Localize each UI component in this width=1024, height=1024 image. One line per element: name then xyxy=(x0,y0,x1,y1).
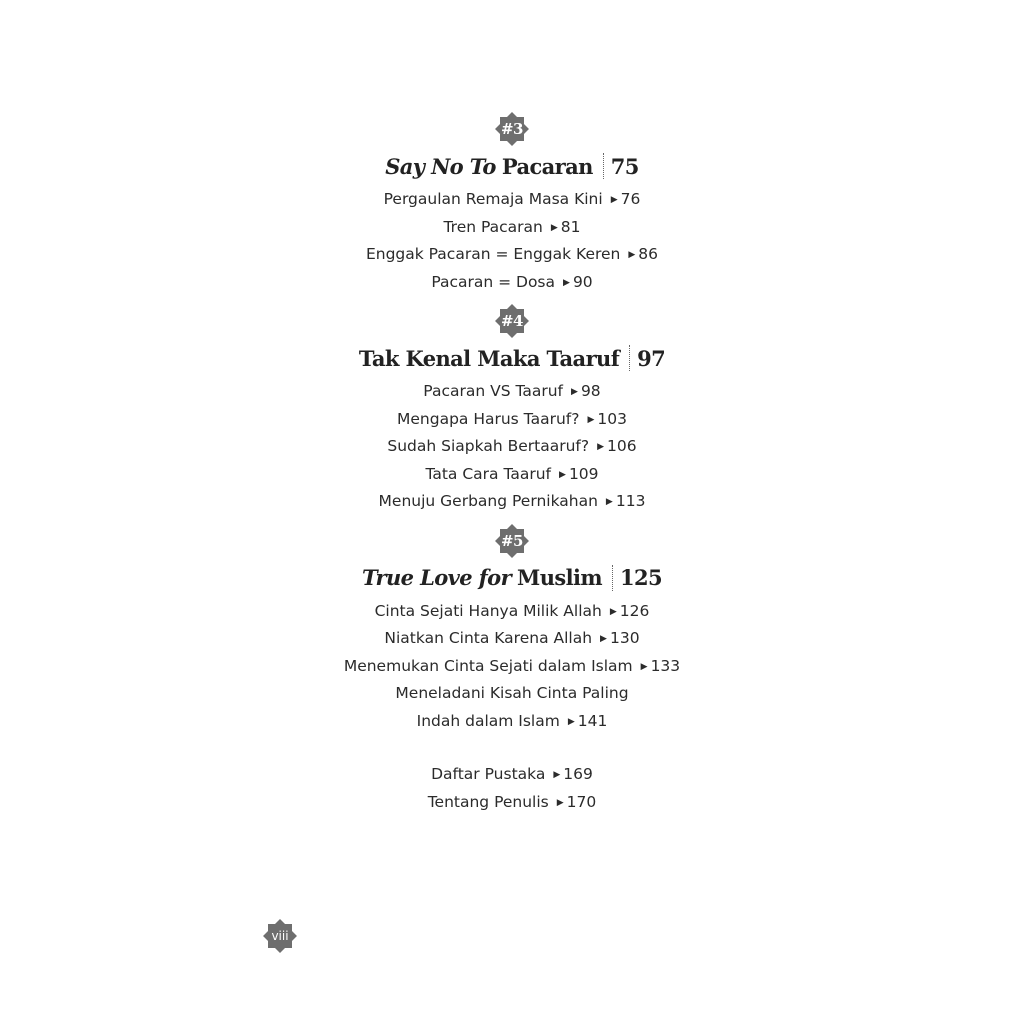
entry-title: Menemukan Cinta Sejati dalam Islam xyxy=(343,656,633,675)
chapter-title-text: Muslim xyxy=(517,565,602,590)
entry-page: 169 xyxy=(563,765,593,783)
toc-entry[interactable] xyxy=(366,214,658,242)
chapter-entries xyxy=(366,186,658,296)
entry-page: 98 xyxy=(580,382,601,400)
entry-title: Niatkan Cinta Karena Allah xyxy=(384,629,593,647)
chapter-5 xyxy=(0,522,1024,736)
triangle-right-icon: ▶ xyxy=(553,770,561,780)
triangle-right-icon: ▶ xyxy=(605,497,613,507)
triangle-right-icon: ▶ xyxy=(640,661,648,672)
triangle-right-icon: ▶ xyxy=(571,387,578,397)
entry-page: 141 xyxy=(577,711,608,730)
entry-title: Menuju Gerbang Pernikahan xyxy=(378,492,598,510)
entry-title: Cinta Sejati Hanya Milik Allah xyxy=(374,601,602,620)
triangle-right-icon: ▶ xyxy=(610,195,618,205)
triangle-right-icon: ▶ xyxy=(559,469,566,480)
toc-entry[interactable] xyxy=(344,653,680,681)
toc-entry[interactable] xyxy=(379,488,646,516)
entry-page: 126 xyxy=(619,601,650,620)
chapter-number: #4 xyxy=(500,312,523,330)
entry-page: 109 xyxy=(568,464,599,483)
chapter-title xyxy=(385,150,639,182)
toc-entry[interactable] xyxy=(344,680,680,708)
triangle-right-icon: ▶ xyxy=(550,222,558,233)
chapter-page-number: 75 xyxy=(610,153,639,179)
toc-entry[interactable] xyxy=(366,269,658,297)
entry-page: 90 xyxy=(572,272,593,291)
entry-page: 103 xyxy=(597,409,627,428)
entry-title: Indah dalam Islam xyxy=(416,711,560,730)
chapter-title-italic: Say No To xyxy=(385,153,496,179)
chapter-3 xyxy=(0,110,1024,296)
chapter-page-number: 125 xyxy=(619,565,663,590)
toc-entry[interactable] xyxy=(379,406,646,434)
toc-entry[interactable] xyxy=(344,625,680,653)
entry-page: 170 xyxy=(566,792,597,811)
entry-title: Sudah Siapkah Bertaaruf? xyxy=(387,437,590,455)
chapter-badge xyxy=(493,522,531,560)
toc-entry[interactable] xyxy=(379,461,646,489)
chapter-title-text: Pacaran xyxy=(501,153,593,179)
triangle-right-icon: ▶ xyxy=(567,716,575,727)
chapter-title xyxy=(359,342,665,374)
toc-entry[interactable] xyxy=(366,186,658,214)
entry-page: 106 xyxy=(607,437,637,455)
chapter-number: #5 xyxy=(500,531,523,550)
chapter-title-italic: True Love for xyxy=(361,565,512,590)
entry-title: Tentang Penulis xyxy=(427,792,549,811)
triangle-right-icon: ▶ xyxy=(587,414,595,425)
triangle-right-icon: ▶ xyxy=(600,634,607,644)
chapter-4 xyxy=(0,302,1024,516)
entry-page: 130 xyxy=(609,629,640,647)
page-number-badge xyxy=(261,917,299,955)
toc-entry[interactable] xyxy=(379,433,646,461)
entry-title: Tata Cara Taaruf xyxy=(425,464,552,483)
entry-title: Meneladani Kisah Cinta Paling xyxy=(395,684,629,702)
entry-title: Pacaran = Dosa xyxy=(431,272,556,291)
entry-page: 76 xyxy=(620,190,641,208)
toc-entry[interactable] xyxy=(379,378,646,406)
chapter-entries xyxy=(344,598,680,736)
toc-entry[interactable] xyxy=(344,598,680,626)
page-divider xyxy=(603,153,604,179)
triangle-right-icon: ▶ xyxy=(609,606,617,617)
toc-entry[interactable] xyxy=(344,708,680,736)
toc-entry[interactable] xyxy=(0,761,1024,789)
entry-title: Pergaulan Remaja Masa Kini xyxy=(383,190,603,208)
page-divider xyxy=(629,345,630,371)
end-matter xyxy=(0,761,1024,816)
table-of-contents xyxy=(0,110,1024,816)
chapter-entries xyxy=(379,378,646,516)
entry-title: Daftar Pustaka xyxy=(431,765,546,783)
chapter-title xyxy=(362,562,662,594)
entry-title: Mengapa Harus Taaruf? xyxy=(397,409,580,428)
chapter-number: #3 xyxy=(500,120,523,138)
triangle-right-icon: ▶ xyxy=(628,250,636,260)
chapter-page-number: 97 xyxy=(637,345,666,371)
chapter-badge xyxy=(493,302,531,340)
entry-page: 133 xyxy=(650,656,681,675)
triangle-right-icon: ▶ xyxy=(597,442,604,452)
chapter-title-text: Tak Kenal Maka Taaruf xyxy=(358,345,620,371)
page-number: viii xyxy=(271,929,289,943)
entry-title: Pacaran VS Taaruf xyxy=(423,382,564,400)
page-divider xyxy=(612,565,613,591)
entry-page: 113 xyxy=(615,492,646,510)
toc-entry[interactable] xyxy=(0,789,1024,817)
chapter-badge xyxy=(493,110,531,148)
triangle-right-icon: ▶ xyxy=(556,797,564,808)
entry-title: Tren Pacaran xyxy=(443,217,543,236)
entry-title: Enggak Pacaran = Enggak Keren xyxy=(365,245,621,263)
triangle-right-icon: ▶ xyxy=(563,277,570,288)
entry-page: 81 xyxy=(560,217,581,236)
toc-entry[interactable] xyxy=(366,241,658,269)
entry-page: 86 xyxy=(638,245,659,263)
